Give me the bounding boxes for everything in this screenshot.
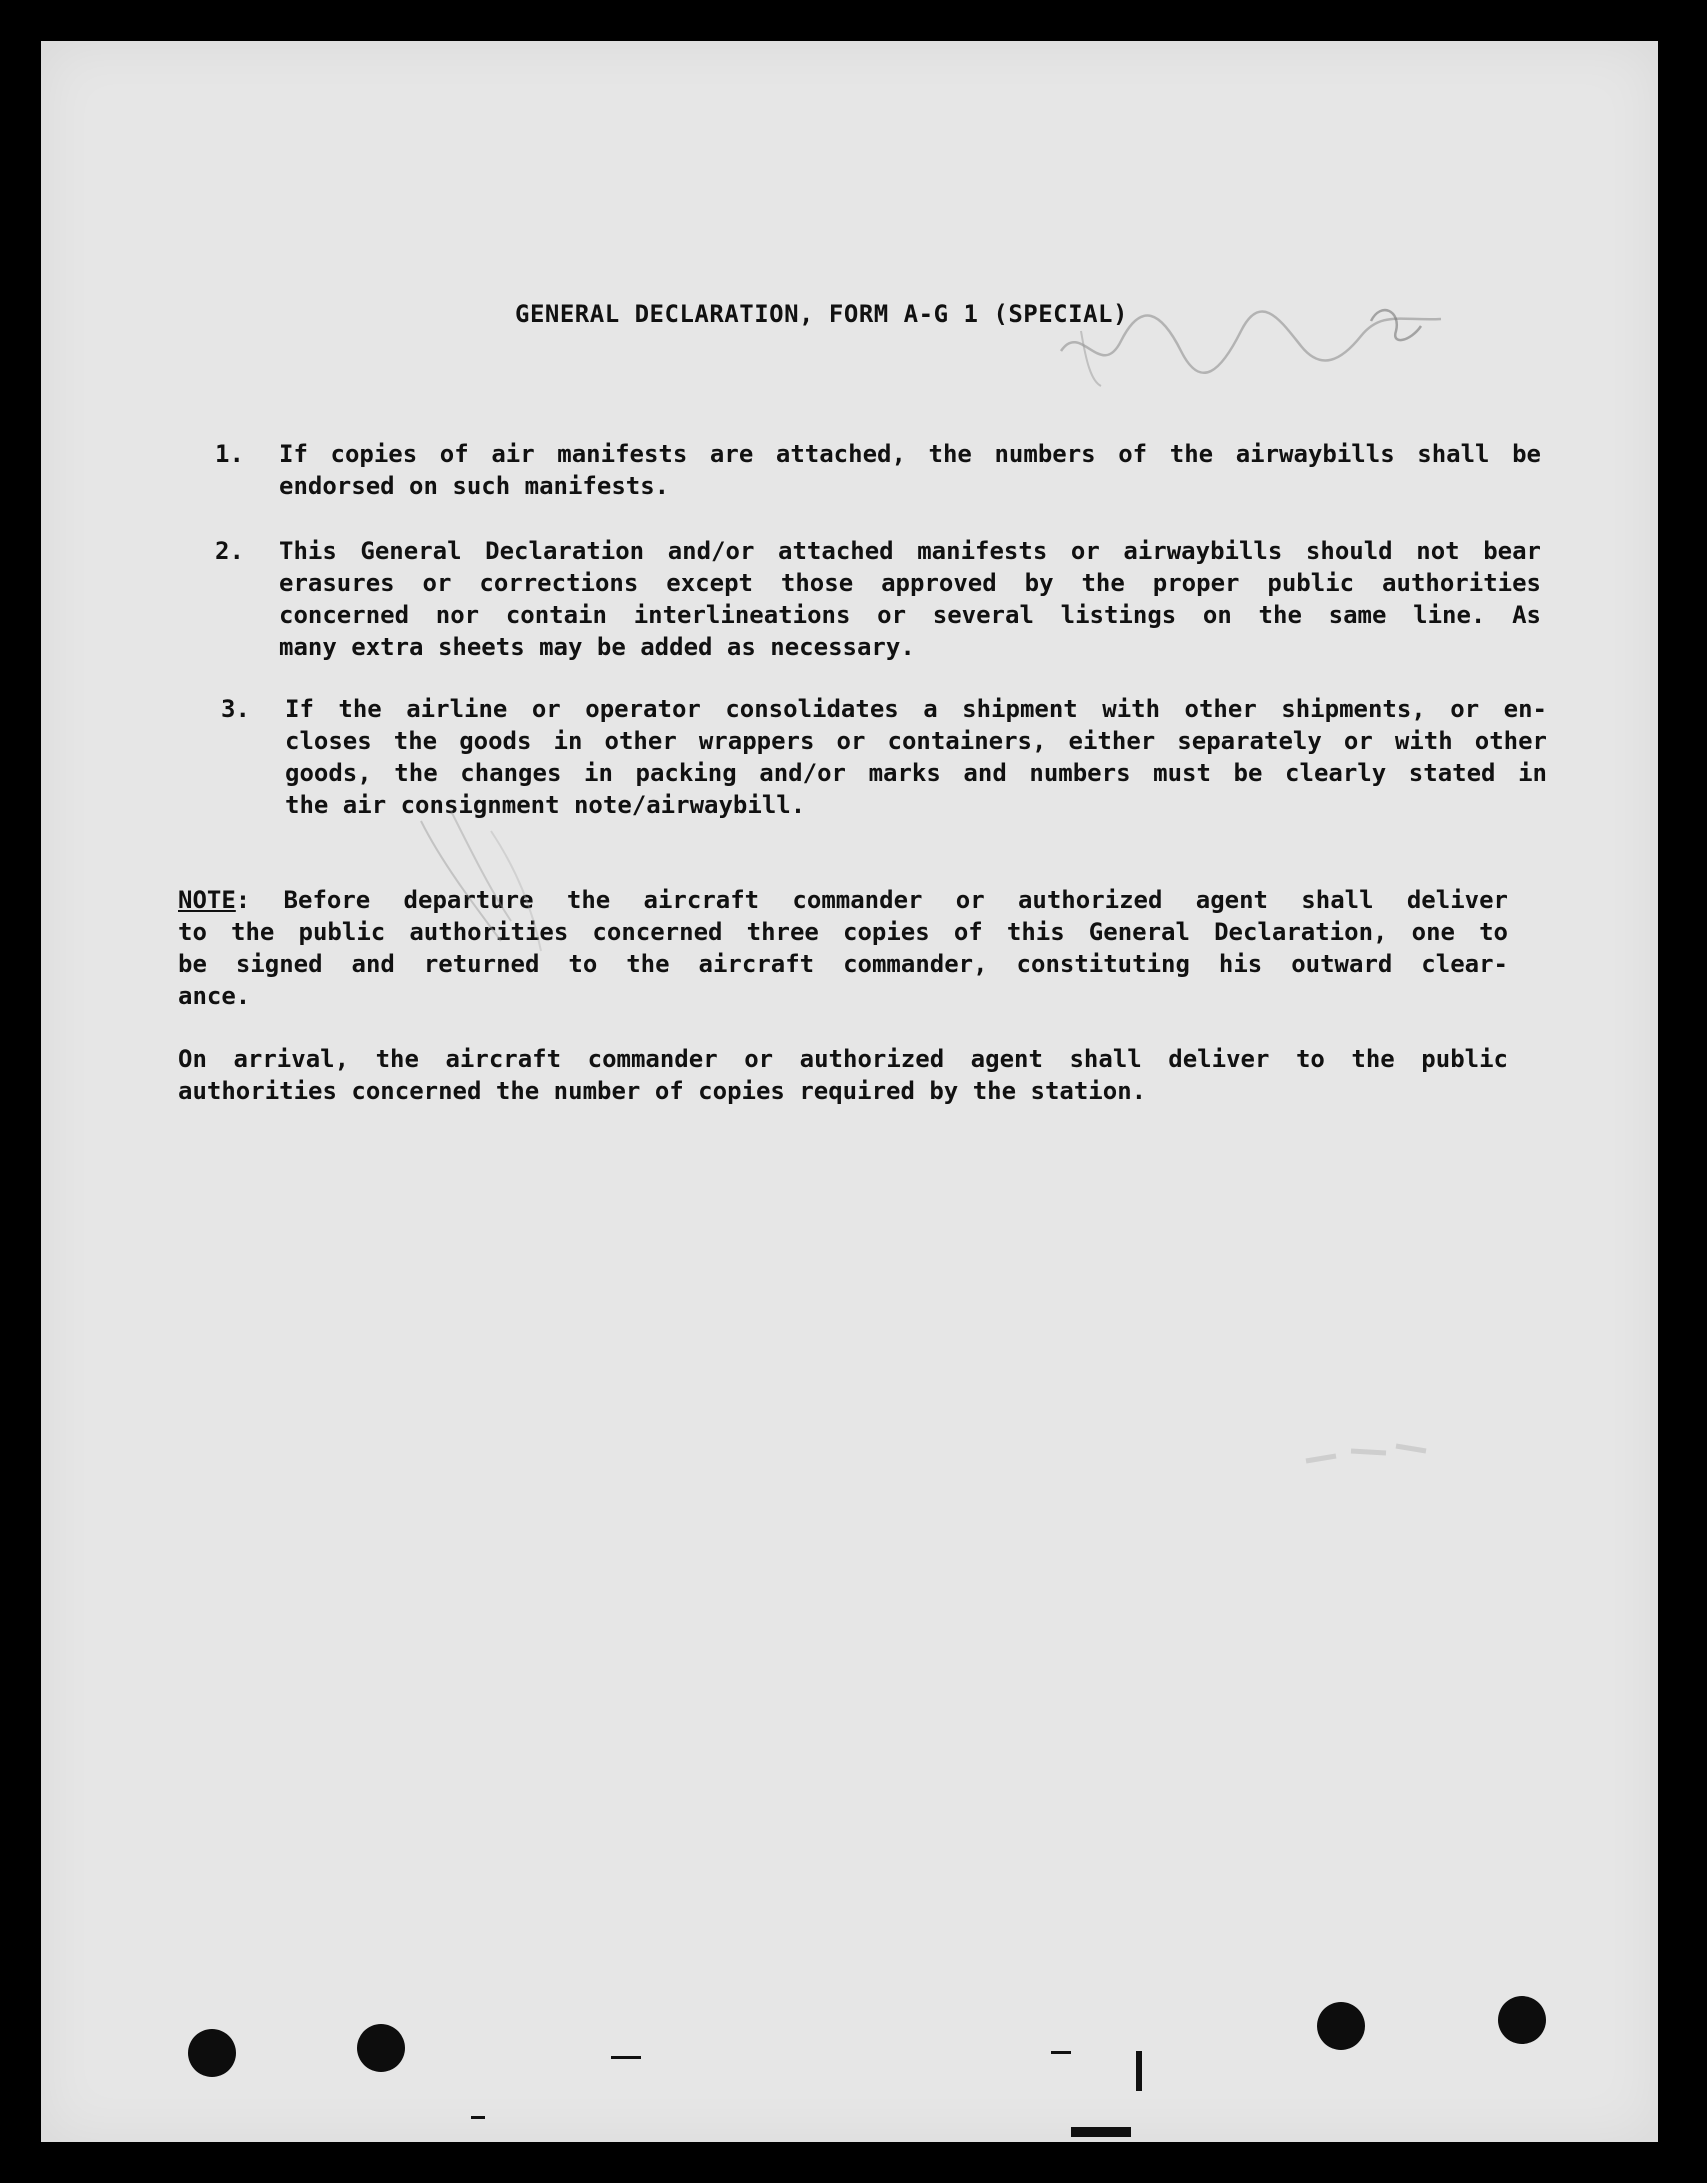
item-line: endorsed on such manifests.	[279, 472, 670, 500]
item-line: many extra sheets may be added as necessary.	[279, 633, 915, 661]
arrival-paragraph	[178, 1043, 1508, 1107]
note-line-text: : Before departure the aircraft commander or authorized agent shall deliver	[235, 886, 1508, 914]
note-label: NOTE	[178, 886, 236, 914]
item-number: 1.	[215, 440, 244, 468]
punch-hole	[1498, 1996, 1546, 2044]
punch-hole	[357, 2024, 405, 2072]
list-item-1	[215, 438, 1545, 502]
speck	[1051, 2051, 1071, 2054]
arrival-line: authorities concerned the number of copies required by the station.	[178, 1077, 1147, 1105]
item-line: erasures or corrections except those approved by the proper public authorities	[279, 569, 1541, 597]
list-item-2	[215, 535, 1545, 663]
item-line: This General Declaration and/or attached manifests or airwaybills should not bear	[279, 537, 1541, 565]
stamp-mark	[1296, 1411, 1446, 1491]
item-number: 3.	[221, 695, 250, 723]
speck	[611, 2056, 641, 2059]
item-line: goods, the changes in packing and/or marks and numbers must be clearly stated in	[285, 759, 1547, 787]
list-item-3	[221, 693, 1551, 821]
arrival-line: On arrival, the aircraft commander or authorized agent shall deliver to the public	[178, 1045, 1508, 1073]
speck	[1071, 2127, 1131, 2137]
punch-hole	[188, 2029, 236, 2077]
note-line: ance.	[178, 982, 251, 1010]
document-title: GENERAL DECLARATION, FORM A-G 1 (SPECIAL)	[515, 300, 1128, 328]
note-line: be signed and returned to the aircraft commander, constituting his outward clear-	[178, 950, 1508, 978]
item-line: concerned nor contain interlineations or several listings on the same line. As	[279, 601, 1541, 629]
item-line: closes the goods in other wrappers or containers, either separately or with other	[285, 727, 1547, 755]
punch-hole	[1317, 2002, 1365, 2050]
document-page	[41, 41, 1658, 2142]
item-text	[279, 535, 1541, 663]
item-number: 2.	[215, 537, 244, 565]
item-line: If the airline or operator consolidates a shipment with other shipments, or en-	[285, 695, 1547, 723]
note-paragraph	[178, 884, 1508, 1012]
item-line: If copies of air manifests are attached, the numbers of the airwaybills shall be	[279, 440, 1541, 468]
speck	[1136, 2051, 1142, 2091]
item-text	[285, 693, 1547, 821]
item-text	[279, 438, 1541, 502]
note-line	[178, 884, 1508, 916]
item-line: the air consignment note/airwaybill.	[285, 791, 806, 819]
note-line: to the public authorities concerned three copies of this General Declaration, one to	[178, 918, 1508, 946]
speck	[471, 2116, 485, 2119]
